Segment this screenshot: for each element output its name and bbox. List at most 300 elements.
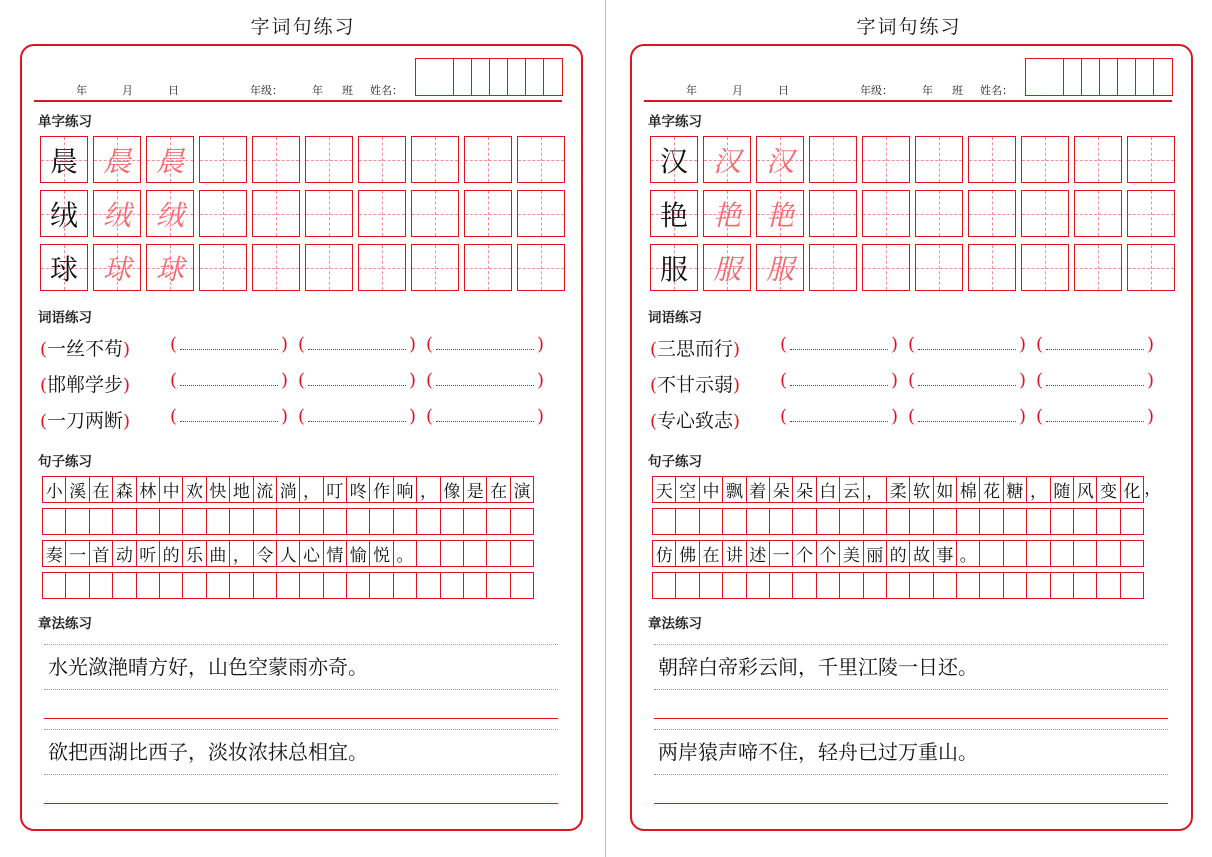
sentence-cell[interactable]	[816, 572, 840, 599]
sentence-cell[interactable]: 地	[229, 476, 253, 503]
sentence-cell[interactable]: 作	[369, 476, 393, 503]
sentence-cell[interactable]	[136, 572, 160, 599]
sentence-cell[interactable]	[206, 508, 230, 535]
name-box[interactable]	[1082, 59, 1100, 95]
tianzige-cell[interactable]	[40, 244, 88, 291]
sentence-cell[interactable]	[1120, 508, 1144, 535]
sentence-cell[interactable]: 化	[1120, 476, 1144, 503]
word-blank[interactable]	[170, 334, 288, 360]
sentence-cell[interactable]	[1096, 508, 1120, 535]
sentence-cell[interactable]	[1003, 508, 1027, 535]
sentence-cell[interactable]: 朵	[769, 476, 793, 503]
sentence-cell[interactable]	[136, 508, 160, 535]
tianzige-cell[interactable]	[93, 190, 141, 237]
sentence-cell[interactable]	[89, 572, 113, 599]
tianzige-cell[interactable]	[93, 244, 141, 291]
tianzige-cell[interactable]	[650, 244, 698, 291]
tianzige-cell[interactable]	[968, 190, 1016, 237]
sentence-cell[interactable]: 花	[979, 476, 1003, 503]
sentence-cell[interactable]: 风	[1073, 476, 1097, 503]
tianzige-cell[interactable]	[1074, 136, 1122, 183]
tianzige-cell[interactable]	[93, 136, 141, 183]
sentence-cell[interactable]	[393, 508, 417, 535]
tianzige-cell[interactable]	[305, 136, 353, 183]
tianzige-cell[interactable]	[199, 244, 247, 291]
sentence-cell[interactable]	[652, 572, 676, 599]
sentence-cell[interactable]	[89, 508, 113, 535]
sentence-cell[interactable]: 溪	[65, 476, 89, 503]
name-box[interactable]	[454, 59, 472, 95]
tianzige-cell[interactable]	[756, 244, 804, 291]
sentence-cell[interactable]	[159, 508, 183, 535]
word-blank[interactable]	[426, 370, 544, 396]
tianzige-cell[interactable]	[809, 136, 857, 183]
sentence-cell[interactable]: 听	[136, 540, 160, 567]
sentence-cell[interactable]: ，	[229, 540, 253, 567]
word-blank[interactable]	[780, 406, 898, 432]
sentence-cell[interactable]	[206, 572, 230, 599]
sentence-cell[interactable]	[909, 572, 933, 599]
sentence-cell[interactable]	[299, 572, 323, 599]
tianzige-cell[interactable]	[1074, 244, 1122, 291]
sentence-cell[interactable]: 软	[909, 476, 933, 503]
sentence-cell[interactable]	[42, 572, 66, 599]
paren-left: (	[426, 406, 434, 427]
paren-left: (	[1036, 334, 1044, 355]
sentence-cell[interactable]: 故	[909, 540, 933, 567]
tianzige-cell[interactable]	[1127, 136, 1175, 183]
sentence-cell[interactable]: ，	[863, 476, 887, 503]
sentence-cell[interactable]: 流	[253, 476, 277, 503]
tianzige-cell[interactable]	[358, 136, 406, 183]
tianzige-cell[interactable]	[1021, 190, 1069, 237]
sentence-cell[interactable]: 中	[159, 476, 183, 503]
sentence-cell[interactable]	[1026, 508, 1050, 535]
sentence-cell[interactable]: 的	[886, 540, 910, 567]
sentence-cell[interactable]: 欢	[182, 476, 206, 503]
sentence-cell[interactable]: 棉	[956, 476, 980, 503]
sentence-cell[interactable]	[112, 508, 136, 535]
sentence-cell[interactable]	[1050, 572, 1074, 599]
tianzige-cell[interactable]	[809, 244, 857, 291]
sentence-cell[interactable]: 令	[253, 540, 277, 567]
sentence-cell[interactable]: 在	[89, 476, 113, 503]
tianzige-cell[interactable]	[1021, 136, 1069, 183]
name-input-boxes[interactable]	[415, 58, 563, 96]
sentence-cell[interactable]: 随	[1050, 476, 1074, 503]
tianzige-cell[interactable]	[411, 136, 459, 183]
sentence-cell[interactable]: 的	[159, 540, 183, 567]
name-box[interactable]	[490, 59, 508, 95]
char-practice-grid	[40, 136, 565, 298]
sentence-cell[interactable]: 愉	[346, 540, 370, 567]
sentence-cell[interactable]	[182, 508, 206, 535]
poem-line	[44, 644, 558, 690]
tianzige-cell[interactable]	[703, 244, 751, 291]
paren-left: (	[908, 370, 916, 391]
sentence-cell[interactable]	[1003, 540, 1027, 567]
tianzige-cell[interactable]	[968, 136, 1016, 183]
tianzige-cell[interactable]	[40, 190, 88, 237]
tianzige-cell[interactable]	[146, 190, 194, 237]
sentence-cell[interactable]	[159, 572, 183, 599]
sentence-cell[interactable]: 仿	[652, 540, 676, 567]
tianzige-cell[interactable]	[411, 244, 459, 291]
sentence-cell[interactable]: 首	[89, 540, 113, 567]
sentence-cell[interactable]: 演	[510, 476, 534, 503]
tianzige-cell[interactable]	[358, 244, 406, 291]
sentence-cell[interactable]: 中	[699, 476, 723, 503]
sentence-cell[interactable]	[182, 572, 206, 599]
tianzige-cell[interactable]	[915, 190, 963, 237]
tianzige-cell[interactable]	[1127, 190, 1175, 237]
word-blank[interactable]	[426, 406, 544, 432]
sentence-cell[interactable]: 。	[956, 540, 980, 567]
word-row	[40, 404, 560, 440]
sentence-cell[interactable]	[746, 508, 770, 535]
poem-line-text: 朝辞白帝彩云间，千里江陵一日还。	[658, 655, 978, 679]
sentence-cell[interactable]: 奏	[42, 540, 66, 567]
sentence-cell[interactable]: 响	[393, 476, 417, 503]
sentence-cell[interactable]: 一	[65, 540, 89, 567]
name-box[interactable]	[416, 59, 454, 95]
tianzige-cell[interactable]	[464, 190, 512, 237]
sentence-cell[interactable]	[276, 508, 300, 535]
sentence-cell[interactable]	[65, 572, 89, 599]
paren-right: )	[536, 406, 544, 427]
sentence-cell[interactable]: 美	[839, 540, 863, 567]
sentence-cell[interactable]	[1050, 540, 1074, 567]
sentence-cell[interactable]: 曲	[206, 540, 230, 567]
sentence-cell[interactable]	[42, 508, 66, 535]
paren-right: )	[733, 411, 741, 432]
sentence-cell[interactable]	[792, 572, 816, 599]
tianzige-cell[interactable]	[809, 190, 857, 237]
name-box[interactable]	[1136, 59, 1154, 95]
sentence-cell[interactable]: 咚	[346, 476, 370, 503]
sentence-cell[interactable]: 情	[323, 540, 347, 567]
sentence-cell[interactable]	[299, 508, 323, 535]
sentence-cell[interactable]: 如	[933, 476, 957, 503]
word-blank[interactable]	[780, 334, 898, 360]
sentence-cell[interactable]	[346, 508, 370, 535]
sentence-cell[interactable]	[1096, 540, 1120, 567]
paren-right: )	[1146, 370, 1154, 391]
sentence-cell[interactable]	[792, 508, 816, 535]
model-char: 晨	[49, 144, 78, 178]
sentence-cell[interactable]	[1026, 540, 1050, 567]
paren-right: )	[123, 375, 131, 396]
sentence-cell[interactable]: 白	[816, 476, 840, 503]
grade-label: 年级：	[250, 84, 283, 97]
sentence-cell[interactable]: 。	[393, 540, 417, 567]
sentence-cell[interactable]	[1073, 540, 1097, 567]
word-blank[interactable]	[170, 406, 288, 432]
sentence-cell[interactable]	[979, 572, 1003, 599]
word-blank[interactable]	[908, 406, 1026, 432]
sentence-cell[interactable]	[1120, 540, 1144, 567]
sentence-cell[interactable]: ，	[1026, 476, 1050, 503]
header-rule	[644, 100, 1172, 102]
word-blank[interactable]	[780, 370, 898, 396]
sentence-cell[interactable]: 佛	[675, 540, 699, 567]
sentence-cell[interactable]	[229, 508, 253, 535]
month-label: 月	[732, 84, 743, 97]
tianzige-cell[interactable]	[862, 136, 910, 183]
sentence-cell[interactable]: 事	[933, 540, 957, 567]
tianzige-cell[interactable]	[915, 244, 963, 291]
sentence-cell[interactable]	[675, 508, 699, 535]
sentence-cell[interactable]	[699, 572, 723, 599]
tianzige-cell[interactable]	[703, 190, 751, 237]
paren-right: )	[280, 370, 288, 391]
sentence-cell[interactable]	[886, 508, 910, 535]
tianzige-cell[interactable]	[517, 244, 565, 291]
sentence-cell[interactable]	[1073, 508, 1097, 535]
tianzige-cell[interactable]	[968, 244, 1016, 291]
paren-left: (	[170, 334, 178, 355]
word-row	[40, 332, 560, 368]
tianzige-cell[interactable]	[199, 136, 247, 183]
tianzige-cell[interactable]	[862, 190, 910, 237]
sentence-cell[interactable]	[112, 572, 136, 599]
sentence-cell[interactable]	[839, 508, 863, 535]
name-input-boxes[interactable]	[1025, 58, 1173, 96]
sentence-cell[interactable]	[769, 572, 793, 599]
name-box[interactable]	[526, 59, 544, 95]
word-blank[interactable]	[298, 370, 416, 396]
sentence-cell[interactable]: 述	[746, 540, 770, 567]
sentence-cell[interactable]	[863, 572, 887, 599]
sentence-cell[interactable]	[510, 508, 534, 535]
chapter-practice	[654, 644, 1168, 804]
sentence-cell[interactable]: 在	[699, 540, 723, 567]
tianzige-cell[interactable]	[915, 136, 963, 183]
tianzige-cell[interactable]	[517, 190, 565, 237]
sentence-cell[interactable]	[1073, 572, 1097, 599]
tianzige-cell[interactable]	[358, 190, 406, 237]
sentence-row	[42, 572, 533, 599]
sentence-cell[interactable]: 林	[136, 476, 160, 503]
sentence-cell[interactable]	[652, 508, 676, 535]
sentence-cell[interactable]: 着	[746, 476, 770, 503]
sentence-cell[interactable]	[463, 508, 487, 535]
sentence-cell[interactable]: 像	[440, 476, 464, 503]
word-blank[interactable]	[170, 370, 288, 396]
sentence-cell[interactable]	[463, 572, 487, 599]
sentence-cell[interactable]	[510, 572, 534, 599]
trace-char: 球	[155, 252, 184, 286]
sentence-cell[interactable]: 森	[112, 476, 136, 503]
name-box[interactable]	[1064, 59, 1082, 95]
sentence-cell[interactable]	[933, 508, 957, 535]
sentence-cell[interactable]: 糖	[1003, 476, 1027, 503]
tianzige-cell[interactable]	[305, 190, 353, 237]
tianzige-cell[interactable]	[146, 244, 194, 291]
sentence-cell[interactable]: 动	[112, 540, 136, 567]
sentence-cell[interactable]	[1120, 572, 1144, 599]
sentence-cell[interactable]	[956, 572, 980, 599]
name-box[interactable]	[508, 59, 526, 95]
section-sentence: 句子练习	[38, 454, 92, 470]
tianzige-cell[interactable]	[305, 244, 353, 291]
sentence-cell[interactable]	[440, 540, 464, 567]
sentence-cell[interactable]: ，	[299, 476, 323, 503]
sentence-cell[interactable]	[1096, 572, 1120, 599]
sentence-cell[interactable]	[816, 508, 840, 535]
sentence-cell[interactable]: 柔	[886, 476, 910, 503]
sentence-cell[interactable]: 叮	[323, 476, 347, 503]
sentence-cell[interactable]	[463, 540, 487, 567]
sentence-cell[interactable]: 在	[486, 476, 510, 503]
sentence-cell[interactable]	[839, 572, 863, 599]
sentence-cell[interactable]	[276, 572, 300, 599]
sentence-cell[interactable]	[229, 572, 253, 599]
word-blank[interactable]	[426, 334, 544, 360]
tianzige-cell[interactable]	[756, 136, 804, 183]
sentence-cell[interactable]: ，	[416, 476, 440, 503]
sentence-cell[interactable]	[486, 572, 510, 599]
sentence-cell[interactable]: 变	[1096, 476, 1120, 503]
tianzige-cell[interactable]	[464, 244, 512, 291]
model-char: 绒	[49, 198, 78, 232]
tianzige-cell[interactable]	[199, 190, 247, 237]
name-box[interactable]	[1026, 59, 1064, 95]
char-row	[650, 190, 1175, 237]
sentence-cell[interactable]	[486, 508, 510, 535]
sentence-cell[interactable]	[416, 508, 440, 535]
sentence-cell[interactable]	[323, 572, 347, 599]
tianzige-cell[interactable]	[756, 190, 804, 237]
tianzige-cell[interactable]	[252, 244, 300, 291]
tianzige-cell[interactable]	[40, 136, 88, 183]
tianzige-cell[interactable]	[862, 244, 910, 291]
name-box[interactable]	[1100, 59, 1118, 95]
sentence-cell[interactable]	[722, 508, 746, 535]
sentence-cell[interactable]	[979, 540, 1003, 567]
sentence-cell[interactable]	[699, 508, 723, 535]
sentence-cell[interactable]: 空	[675, 476, 699, 503]
sentence-cell[interactable]	[369, 572, 393, 599]
sentence-cell[interactable]	[510, 540, 534, 567]
name-box[interactable]	[1154, 59, 1172, 95]
sentence-cell[interactable]: 快	[206, 476, 230, 503]
dotted-line	[918, 349, 1016, 350]
char-row	[40, 190, 565, 237]
sentence-cell[interactable]	[909, 508, 933, 535]
word-row	[650, 332, 1170, 368]
dotted-line	[918, 385, 1016, 386]
sentence-cell[interactable]	[440, 572, 464, 599]
sentence-cell[interactable]	[440, 508, 464, 535]
name-box[interactable]	[472, 59, 490, 95]
tianzige-cell[interactable]	[1127, 244, 1175, 291]
sentence-cell[interactable]: 淌	[276, 476, 300, 503]
sentence-cell[interactable]	[769, 508, 793, 535]
word-blank[interactable]	[298, 406, 416, 432]
word-blank[interactable]	[1036, 334, 1154, 360]
name-box[interactable]	[544, 59, 562, 95]
sentence-cell[interactable]	[346, 572, 370, 599]
tianzige-cell[interactable]	[1021, 244, 1069, 291]
dotted-line	[308, 421, 406, 422]
sentence-cell[interactable]	[253, 572, 277, 599]
section-single-chars: 单字练习	[38, 114, 92, 130]
sentence-cell[interactable]: 飘	[722, 476, 746, 503]
sentence-cell[interactable]: 一	[769, 540, 793, 567]
sentence-cell[interactable]	[933, 572, 957, 599]
tianzige-cell[interactable]	[464, 136, 512, 183]
word-blank[interactable]	[1036, 370, 1154, 396]
tianzige-cell[interactable]	[411, 190, 459, 237]
sentence-cell[interactable]	[65, 508, 89, 535]
sentence-cell[interactable]: 乐	[182, 540, 206, 567]
sentence-cell[interactable]: 心	[299, 540, 323, 567]
sentence-cell[interactable]	[675, 572, 699, 599]
paren-left: (	[1036, 406, 1044, 427]
paren-left: (	[40, 375, 48, 396]
tianzige-cell[interactable]	[146, 136, 194, 183]
day-label: 日	[168, 84, 179, 97]
sentence-cell[interactable]: 小	[42, 476, 66, 503]
sentence-cell[interactable]	[863, 508, 887, 535]
sentence-cell[interactable]	[1026, 572, 1050, 599]
sentence-cell[interactable]: 朵	[792, 476, 816, 503]
sentence-cell[interactable]: 天	[652, 476, 676, 503]
name-box[interactable]	[1118, 59, 1136, 95]
sentence-cell[interactable]: 丽	[863, 540, 887, 567]
sentence-cell[interactable]	[253, 508, 277, 535]
paren-left: (	[40, 339, 48, 360]
poem-line-text: 欲把西湖比西子，淡妆浓抹总相宜。	[48, 740, 368, 764]
poem-line	[654, 644, 1168, 690]
tianzige-cell[interactable]	[517, 136, 565, 183]
word-blank[interactable]	[298, 334, 416, 360]
sentence-cell[interactable]: 人	[276, 540, 300, 567]
sentence-cell[interactable]: 个	[816, 540, 840, 567]
sentence-cell[interactable]: 云	[839, 476, 863, 503]
section-chapter: 章法练习	[38, 616, 92, 632]
tianzige-cell[interactable]	[252, 136, 300, 183]
sentence-cell[interactable]: 讲	[722, 540, 746, 567]
tianzige-cell[interactable]	[703, 136, 751, 183]
tianzige-cell[interactable]	[650, 190, 698, 237]
word-blank[interactable]	[1036, 406, 1154, 432]
sentence-cell[interactable]	[956, 508, 980, 535]
tianzige-cell[interactable]	[252, 190, 300, 237]
sentence-cell[interactable]	[393, 572, 417, 599]
tianzige-cell[interactable]	[1074, 190, 1122, 237]
word-blank[interactable]	[908, 334, 1026, 360]
sentence-cell[interactable]	[1050, 508, 1074, 535]
sentence-cell[interactable]: 是	[463, 476, 487, 503]
sentence-cell[interactable]	[416, 540, 440, 567]
sentence-cell[interactable]	[722, 572, 746, 599]
sentence-cell[interactable]	[746, 572, 770, 599]
sentence-cell[interactable]	[1003, 572, 1027, 599]
sentence-cell[interactable]	[323, 508, 347, 535]
tianzige-cell[interactable]	[650, 136, 698, 183]
sentence-cell[interactable]	[979, 508, 1003, 535]
sentence-cell[interactable]: 悦	[369, 540, 393, 567]
word-blank[interactable]	[908, 370, 1026, 396]
sentence-cell[interactable]	[369, 508, 393, 535]
sentence-cell[interactable]	[886, 572, 910, 599]
paren-right: )	[1018, 406, 1026, 427]
sentence-cell[interactable]	[416, 572, 440, 599]
sentence-cell[interactable]	[486, 540, 510, 567]
sentence-cell[interactable]: 个	[792, 540, 816, 567]
